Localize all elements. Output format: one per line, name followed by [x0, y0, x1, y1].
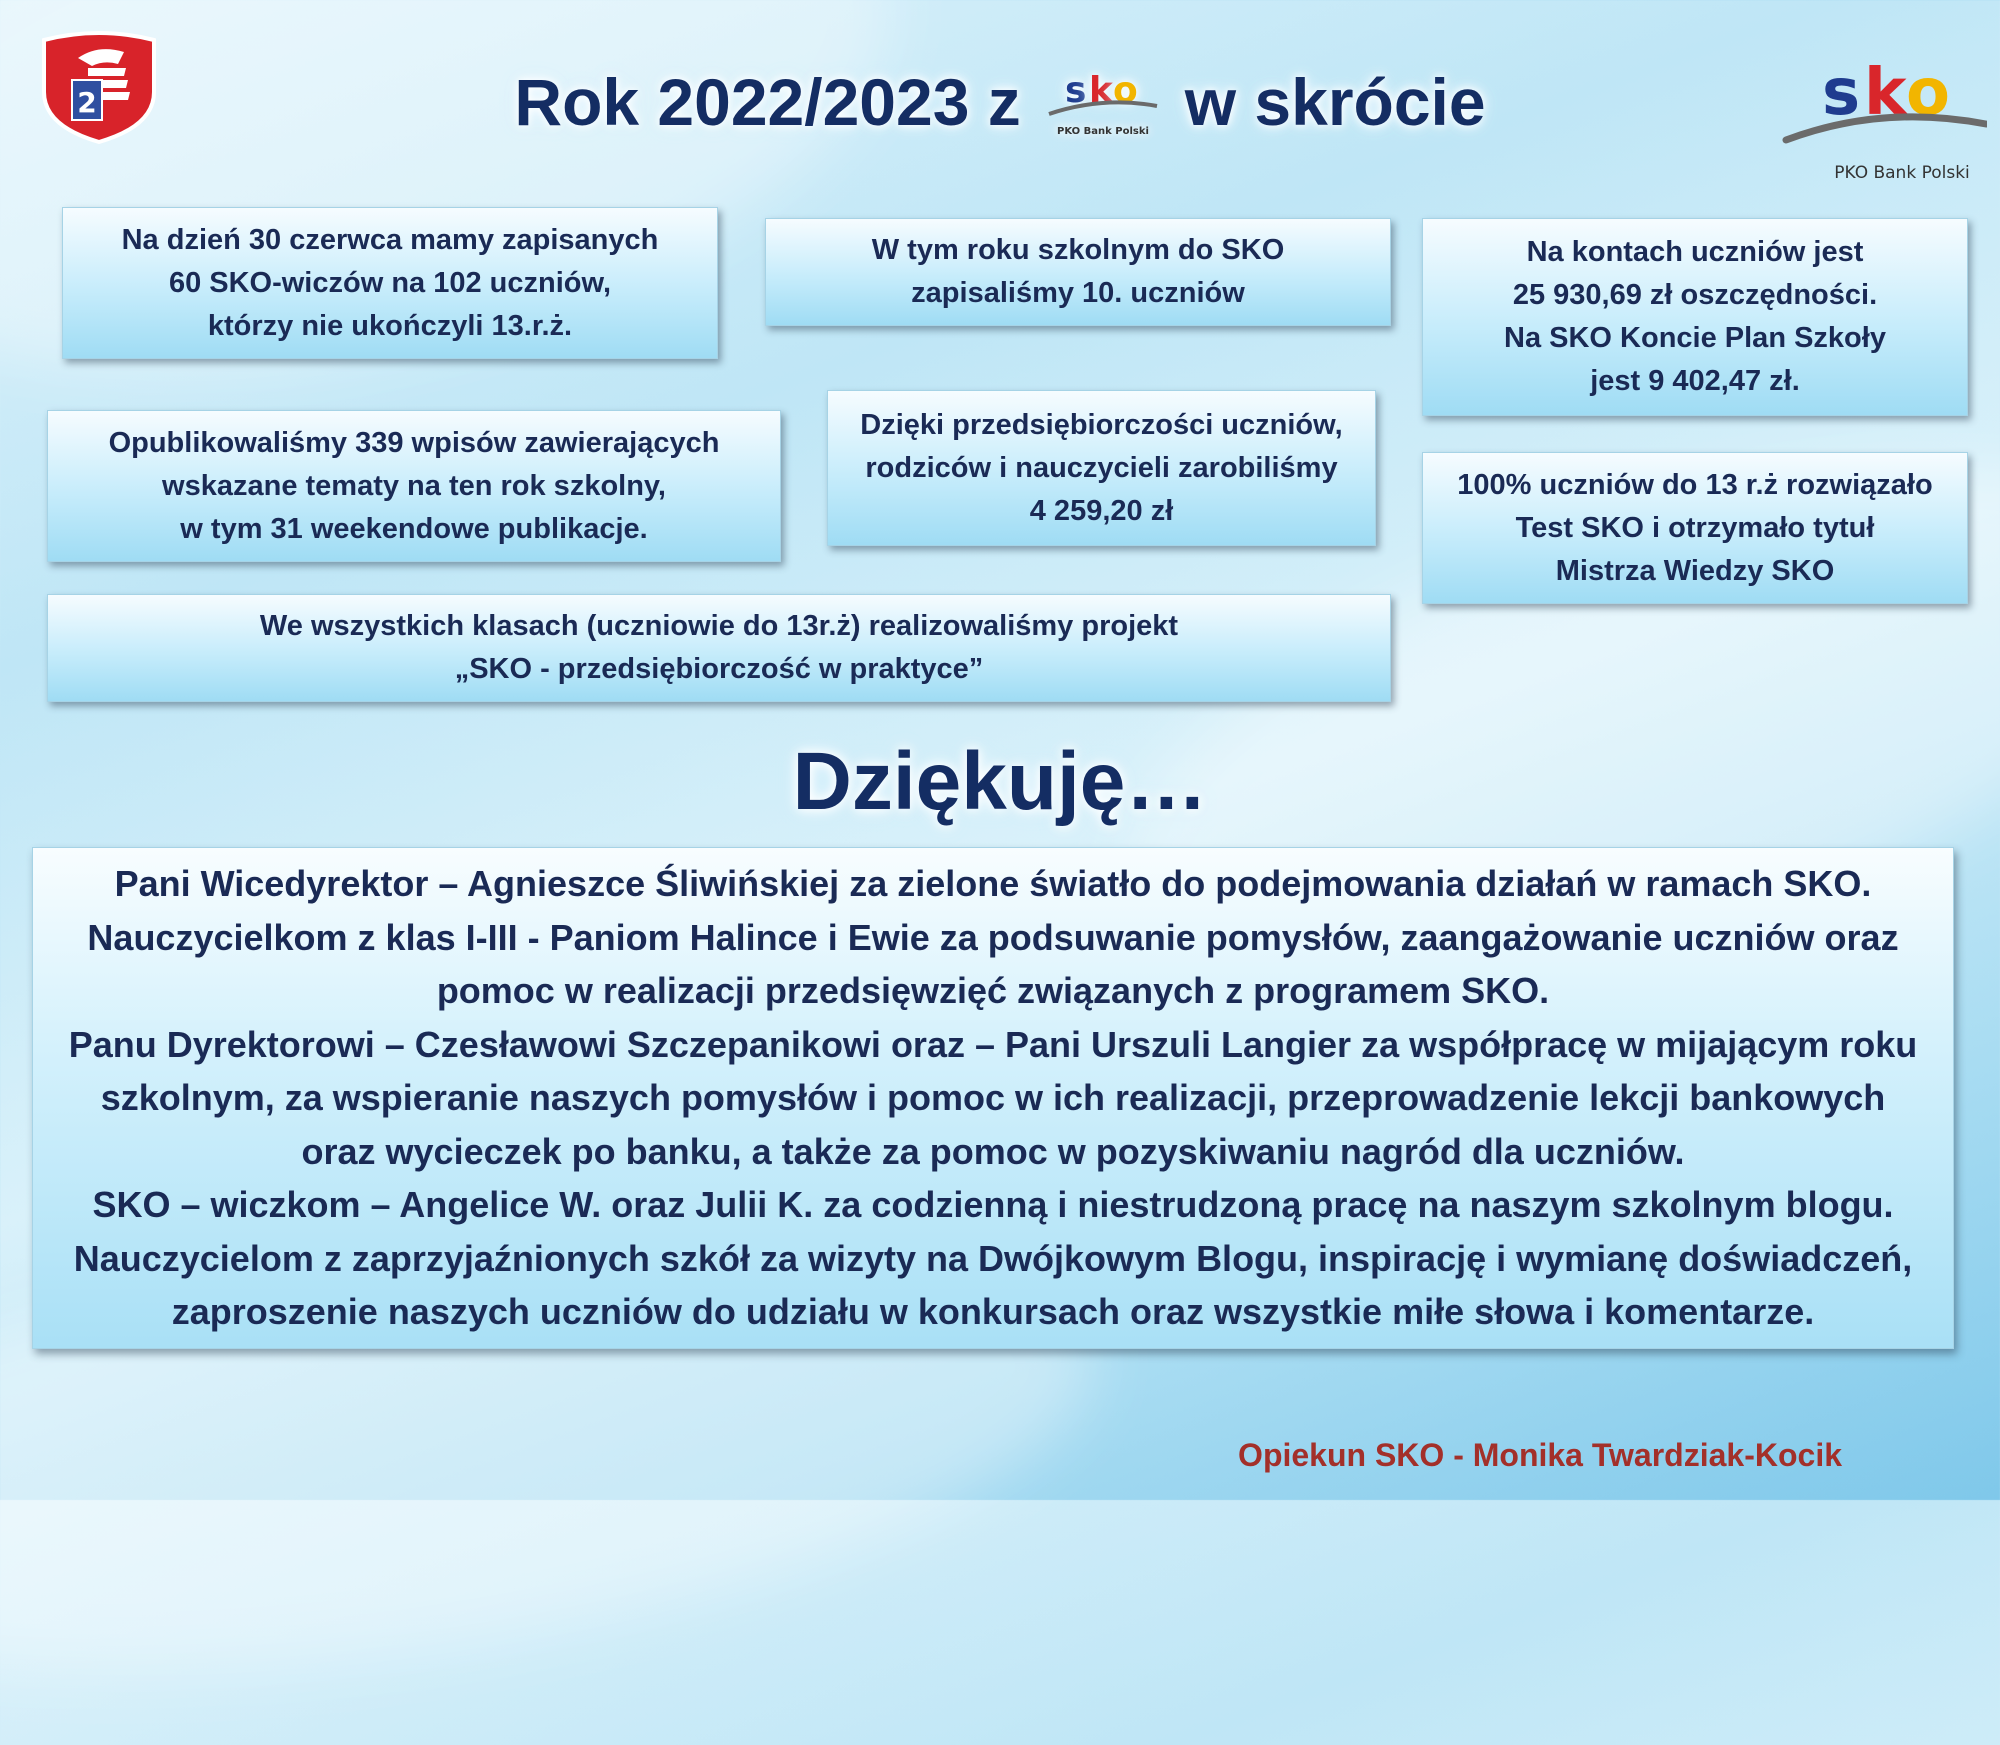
earned-line: 4 259,20 zł [1029, 494, 1174, 527]
savings-line: 25 930,69 zł oszczędności. [1512, 279, 1878, 311]
test-line: Test SKO i otrzymało tytuł [1515, 511, 1875, 544]
svg-text:s: s [1822, 56, 1861, 130]
savings-line: Na SKO Koncie Plan Szkoły [1504, 322, 1886, 354]
title-text-after: w skrócie [1184, 65, 1486, 139]
thanks-line: Panu Dyrektorowi – Czesławowi Szczepanikowi oraz – Pani Urszuli Langier za współpracę w mijającym roku [68, 1023, 1918, 1065]
members-line: którzy nie ukończyli 13.r.ż. [207, 309, 573, 342]
members-line: Na dzień 30 czerwca mamy zapisanych [121, 223, 659, 256]
thanks-line: Nauczycielom z zaprzyjaźnionych szkół za wizyty na Dwójkowym Blogu, inspirację i wymianę doświadczeń, [73, 1237, 1913, 1279]
svg-text:k: k [1088, 70, 1113, 111]
savings-line: Na kontach uczniów jest [1526, 236, 1864, 268]
savings-box [1422, 218, 1968, 416]
posts-line: wskazane tematy na ten rok szkolny, [162, 469, 666, 502]
thanks-box [32, 847, 1954, 1349]
project-box [47, 594, 1391, 702]
thanks-line: SKO – wiczkom – Angelice W. oraz Julii K. za codzienną i niestrudzoną pracę na naszym szkolnym blogu. [92, 1184, 1894, 1226]
thanks-line: oraz wycieczek po banku, a także za pomoc w pozyskiwaniu nagród dla uczniów. [301, 1130, 1685, 1172]
svg-text:k: k [1864, 56, 1907, 130]
thanks-line: Nauczycielkom z klas I-III - Paniom Halince i Ewie za podsuwanie pomysłów, zaangażowanie uczniów oraz [87, 916, 1899, 958]
posts-line: w tym 31 weekendowe publikacje. [180, 512, 648, 545]
posts-line: Opublikowaliśmy 339 wpisów zawierających [108, 426, 720, 459]
sko-mini-logo [1043, 62, 1163, 142]
enrolled-line: W tym roku szkolnym do SKO [871, 234, 1285, 266]
page-title [0, 62, 2000, 142]
posts-box [47, 410, 781, 562]
members-box [62, 207, 718, 359]
title-text-before: Rok 2022/2023 z [514, 65, 1021, 139]
enrolled-box [765, 218, 1391, 326]
thanks-line: szkolnym, za wspieranie naszych pomysłów i pomoc w ich realizacji, przeprowadzenie lekcji bankowych [100, 1077, 1886, 1119]
signature: Opiekun SKO - Monika Twardziak-Kocik [1238, 1437, 1842, 1473]
members-line: 60 SKO-wiczów na 102 uczniów, [168, 266, 612, 299]
earned-line: rodziców i nauczycieli zarobiliśmy [865, 451, 1338, 484]
svg-text:s: s [1064, 70, 1087, 111]
svg-text:o: o [1112, 70, 1138, 111]
earned-line: Dzięki przedsiębiorczości uczniów, [860, 408, 1343, 441]
project-line: „SKO - przedsiębiorczość w praktyce” [454, 653, 984, 685]
project-line: We wszystkich klasach (uczniowie do 13r.ż) realizowaliśmy projekt [259, 610, 1179, 642]
thanks-line: pomoc w realizacji przedsięwzięć związanych z programem SKO. [436, 970, 1550, 1012]
earned-box [827, 390, 1376, 546]
savings-line: jest 9 402,47 zł. [1590, 365, 1800, 397]
test-line: Mistrza Wiedzy SKO [1555, 554, 1835, 587]
sko-logo-sub: PKO Bank Polski [1834, 163, 1970, 183]
sko-pko-logo [1782, 48, 1987, 188]
svg-text:o: o [1906, 56, 1950, 130]
enrolled-line: zapisaliśmy 10. uczniów [911, 277, 1245, 309]
crest-number: 2 [77, 86, 97, 119]
test-line: 100% uczniów do 13 r.ż rozwiązało [1457, 468, 1933, 501]
mini-logo-sub: PKO Bank Polski [1056, 126, 1149, 137]
thanks-line: zaproszenie naszych uczniów do udziału w konkursach oraz wszystkie miłe słowa i komentarze. [171, 1291, 1815, 1333]
test-box [1422, 452, 1968, 604]
thanks-line: Pani Wicedyrektor – Agnieszce Śliwińskiej za zielone światło do podejmowania działań w ramach SKO. [114, 863, 1872, 905]
thanks-heading: Dziękuję… [792, 736, 1208, 827]
